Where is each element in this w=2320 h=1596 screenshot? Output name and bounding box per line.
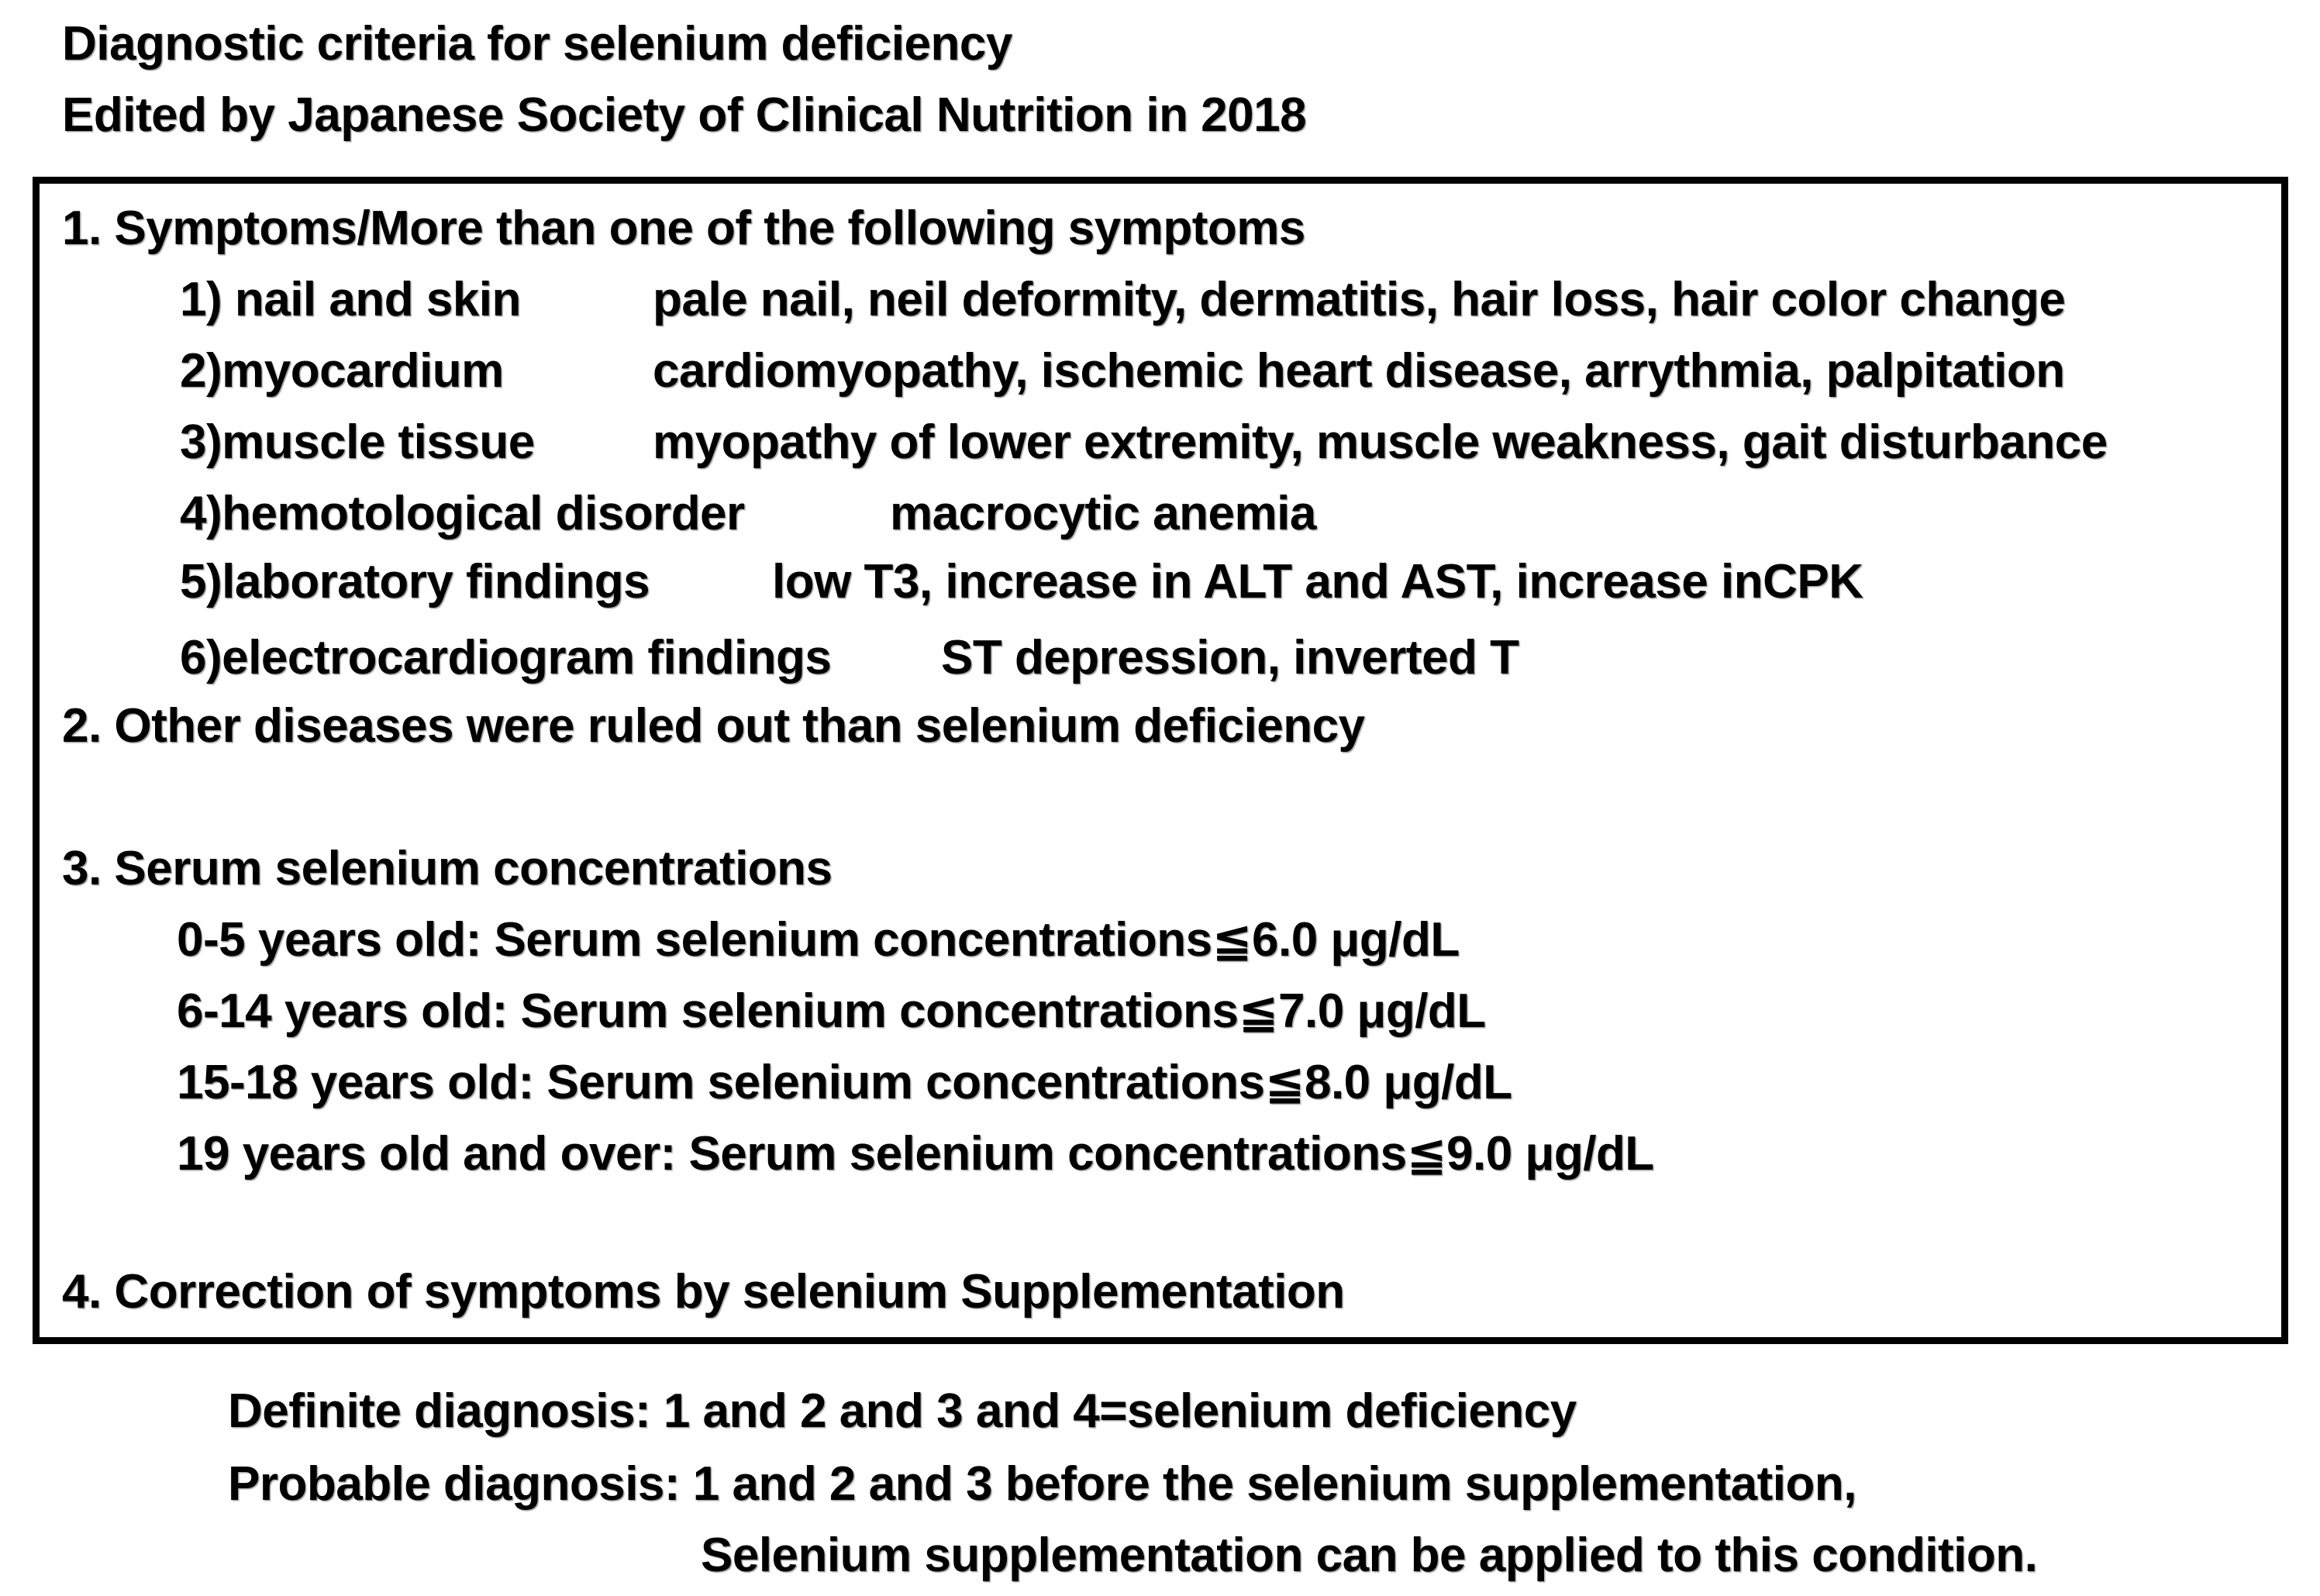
document-title: Diagnostic criteria for selenium deficiency (62, 17, 1012, 71)
probable-diagnosis: Probable diagnosis: 1 and 2 and 3 before the selenium supplementation, (228, 1457, 1856, 1511)
symptom-details: low T3, increase in ALT and AST, increase inCPK (772, 555, 1863, 608)
serum-heading: 3. Serum selenium concentrations (62, 842, 833, 895)
serum-threshold: 6-14 years old: Serum selenium concentrations≦7.0 μg/dL (177, 984, 1486, 1038)
correction-criterion: 4. Correction of symptoms by selenium Supplementation (62, 1265, 1345, 1319)
probable-diagnosis-note: Selenium supplementation can be applied to this condition. (701, 1529, 2038, 1582)
symptom-details: cardiomyopathy, ischemic heart disease, arrythmia, palpitation (653, 344, 2065, 398)
exclusion-criterion: 2. Other diseases were ruled out than selenium deficiency (62, 699, 1365, 753)
symptom-details: myopathy of lower extremity, muscle weakness, gait disturbance (653, 415, 2108, 469)
symptom-category: 2)myocardium (180, 344, 504, 398)
serum-threshold: 19 years old and over: Serum selenium concentrations≦9.0 μg/dL (177, 1127, 1654, 1181)
symptom-category: 1) nail and skin (180, 273, 521, 326)
symptom-details: pale nail, neil deformity, dermatitis, hair loss, hair color change (653, 273, 2066, 326)
serum-threshold: 0-5 years old: Serum selenium concentrations≦6.0 μg/dL (177, 913, 1460, 967)
symptom-category: 6)electrocardiogram findings (180, 631, 832, 684)
definite-diagnosis: Definite diagnosis: 1 and 2 and 3 and 4=selenium deficiency (228, 1384, 1577, 1438)
symptom-category: 5)laboratory findings (180, 555, 650, 608)
document-subtitle: Edited by Japanese Society of Clinical Nutrition in 2018 (62, 88, 1307, 142)
symptom-details: macrocytic anemia (890, 487, 1316, 540)
symptom-category: 4)hemotological disorder (180, 487, 745, 540)
symptom-details: ST depression, inverted T (941, 631, 1519, 684)
serum-threshold: 15-18 years old: Serum selenium concentrations≦8.0 μg/dL (177, 1056, 1512, 1109)
symptoms-heading: 1. Symptoms/More than one of the following symptoms (62, 202, 1305, 255)
symptom-category: 3)muscle tissue (180, 415, 535, 469)
